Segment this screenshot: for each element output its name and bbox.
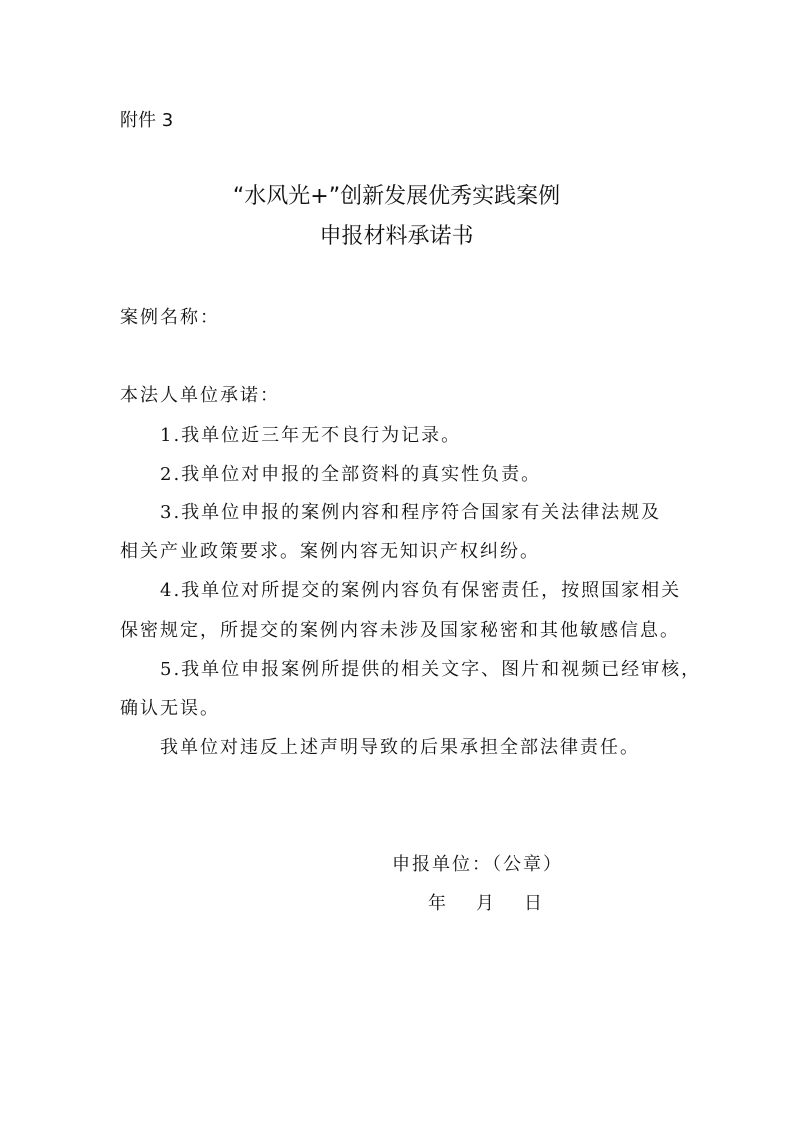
commitment-item-5-line-2: 确认无误。 <box>120 698 220 719</box>
commitment-item-2: 2.我单位对申报的全部资料的真实性负责。 <box>160 464 542 485</box>
commitment-item-1: 1.我单位近三年无不良行为记录。 <box>160 425 462 446</box>
commitment-item-3-line-1: 3.我单位申报的案例内容和程序符合国家有关法律法规及 <box>160 502 662 523</box>
case-name-label: 案例名称： <box>120 307 220 328</box>
date-line <box>428 891 542 917</box>
document-title-line-1: “水风光+”创新发展优秀实践案例 <box>232 184 561 209</box>
document-title-line-2: 申报材料承诺书 <box>319 224 474 249</box>
commitment-item-5-line-1: 5.我单位申报案例所提供的相关文字、图片和视频已经审核， <box>160 659 702 680</box>
date-month-label: 月 <box>476 893 494 914</box>
attachment-label: 附件 3 <box>120 110 174 131</box>
commitment-intro: 本法人单位承诺： <box>120 385 280 406</box>
applicant-seal-label: 申报单位：（公章） <box>392 854 563 875</box>
commitment-item-3-line-2: 相关产业政策要求。案例内容无知识产权纠纷。 <box>120 541 540 562</box>
closing-statement: 我单位对违反上述声明导致的后果承担全部法律责任。 <box>160 737 640 758</box>
commitment-item-4-line-2: 保密规定，所提交的案例内容未涉及国家秘密和其他敏感信息。 <box>120 620 680 641</box>
date-year-label: 年 <box>428 893 446 914</box>
date-day-label: 日 <box>524 893 542 914</box>
commitment-item-4-line-1: 4.我单位对所提交的案例内容负有保密责任，按照国家相关 <box>160 580 682 601</box>
